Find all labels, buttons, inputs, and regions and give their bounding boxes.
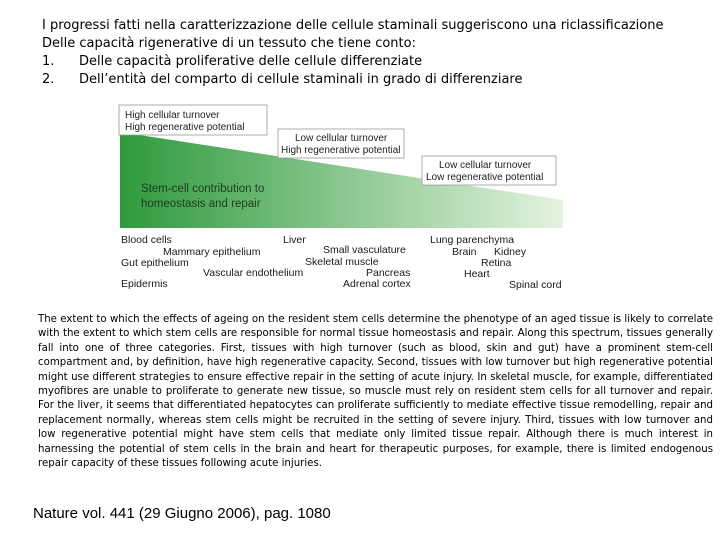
category-3-line-2: Low regenerative potential (426, 172, 544, 183)
tissue-lung-parenchyma: Lung parenchyma (430, 234, 515, 246)
intro-item-number: 2. (42, 72, 55, 87)
intro-item-number: 1. (42, 54, 55, 69)
figure-caption: The extent to which the effects of ageing on the resident stem cells determine the phenotype of an aged tissue is likely to correlate with the extent to which stem cells are responsible for normal tissue homeostasis and repair. Along this spectrum, tissues generally fall into one of three categories. First, tissues with high turnover (such as blood, skin and gut) have a prominent stem-cell compartment and, by definition, have high regenerative capacity. Second, tissues with low turnover but high regenerative potential might use different strategies to ensure effective repair in the setting of acute injury. In skeletal muscle, for example, differentiated myofibres are unable to proliferate to generate new tissue, so muscle must rely on resident stem cells for all turnover and repair. For the liver, it seems that differentiated hepatocytes can proliferate sufficiently to mediate effective tissue remodelling, repair and replacement normally, whereas stem cells might be recruited in the setting of severe injury. Third, tissues with low turnover and low regenerative potential might have stem cells that mediate only limited tissue repair. Although there is much interest in harnessing the potential of stem cells in the brain and heart for therapeutic purposes, for example, there is limited endogenous repair capacity of these tissues following acute injuries. (38, 314, 713, 470)
stem-cell-contribution-figure (115, 100, 595, 295)
tissue-liver: Liver (283, 234, 306, 246)
tissue-skeletal-muscle: Skeletal muscle (305, 256, 379, 268)
intro-text (42, 17, 712, 89)
tissue-pancreas: Pancreas (366, 267, 411, 279)
category-1-line-1: High cellular turnover (125, 110, 220, 121)
intro-item-text: Dell’entità del comparto di cellule staminali in grado di differenziare (79, 72, 523, 87)
tissue-kidney: Kidney (494, 246, 527, 258)
tissue-mammary-epithelium: Mammary epithelium (163, 246, 261, 258)
tissue-brain: Brain (452, 246, 477, 258)
wedge-label-line-1: Stem-cell contribution to (141, 183, 265, 195)
intro-line-2: Delle capacità rigenerative di un tessuto che tiene conto: (42, 36, 416, 51)
intro-item-2 (42, 71, 712, 89)
tissue-small-vasculature: Small vasculature (323, 244, 406, 256)
citation: Nature vol. 441 (29 Giugno 2006), pag. 1080 (33, 505, 331, 522)
category-1-line-2: High regenerative potential (125, 122, 245, 133)
tissue-epidermis: Epidermis (121, 278, 168, 290)
tissue-blood-cells: Blood cells (121, 234, 172, 246)
intro-item-text: Delle capacità proliferative delle cellule differenziate (79, 54, 423, 69)
intro-item-1 (42, 53, 712, 71)
tissue-adrenal-cortex: Adrenal cortex (343, 278, 411, 290)
tissue-retina: Retina (481, 257, 512, 269)
tissue-vascular-endothelium: Vascular endothelium (203, 267, 304, 279)
tissue-heart: Heart (464, 268, 490, 280)
tissue-gut-epithelium: Gut epithelium (121, 257, 189, 269)
category-3-line-1: Low cellular turnover (439, 160, 532, 171)
tissue-spinal-cord: Spinal cord (509, 279, 562, 291)
intro-line-1: I progressi fatti nella caratterizzazione delle cellule staminali suggeriscono una riclassificazione (42, 18, 664, 33)
wedge-label-line-2: homeostasis and repair (141, 198, 261, 210)
category-2-line-2: High regenerative potential (281, 145, 401, 156)
category-2-line-1: Low cellular turnover (295, 133, 388, 144)
